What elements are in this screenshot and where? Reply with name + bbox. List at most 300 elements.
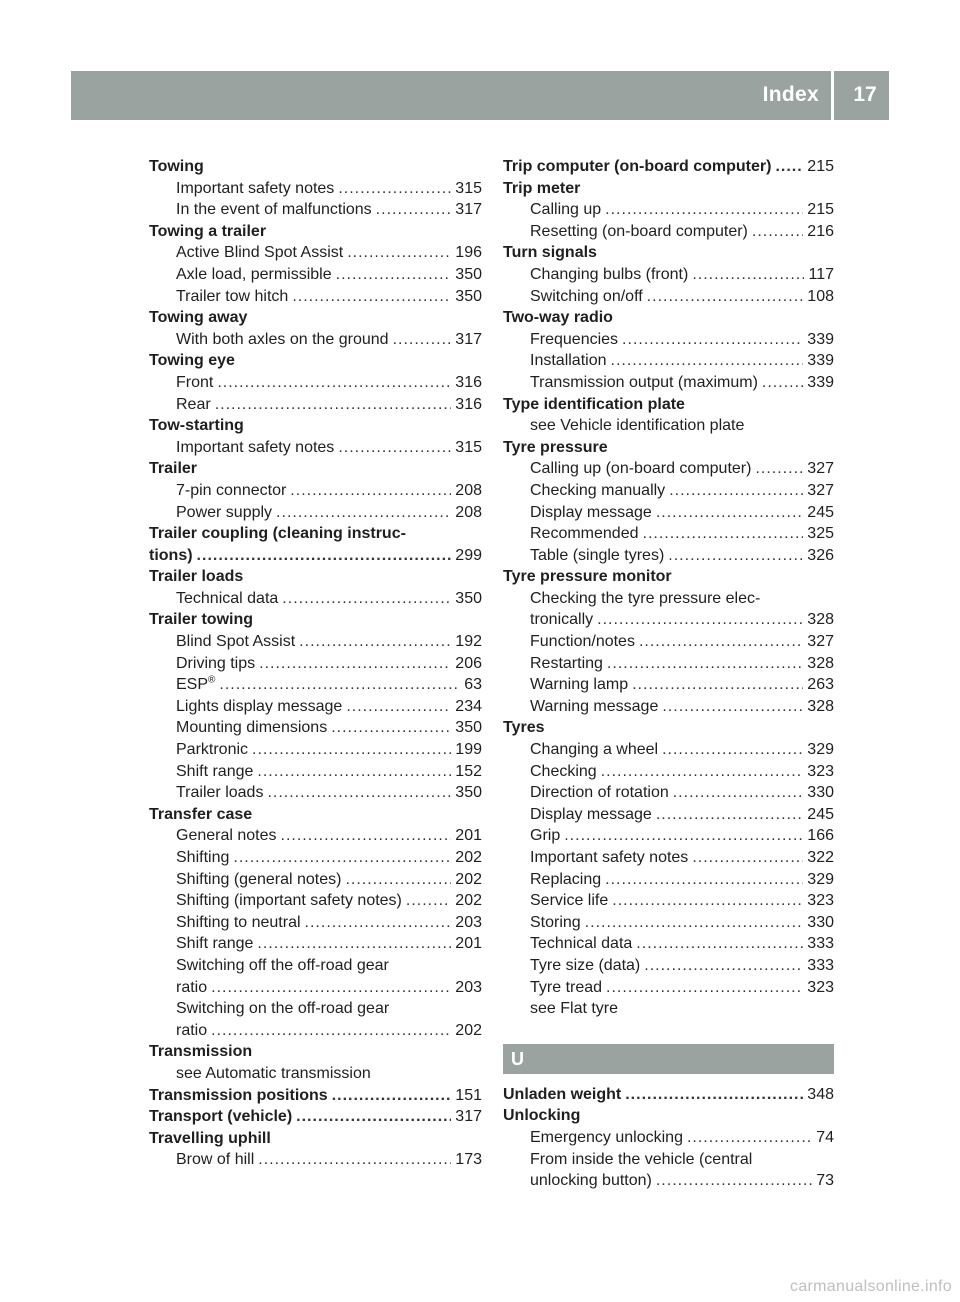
entry-label: Blind Spot Assist (176, 633, 296, 651)
dot-leader (257, 761, 451, 783)
index-subentry (503, 955, 834, 977)
page-reference[interactable]: 339 (807, 330, 834, 348)
index-subentry (149, 761, 482, 783)
dot-leader (406, 890, 451, 912)
index-entry (503, 307, 834, 329)
entry-label: Power supply (176, 503, 273, 521)
dot-leader (276, 502, 451, 524)
entry-label: Function/notes (530, 633, 635, 651)
entry-label: Mounting dimensions (176, 719, 328, 737)
dot-leader (299, 631, 451, 653)
entry-label: Trip computer (on-board computer) (503, 158, 772, 175)
entry-label: Changing bulbs (front) (530, 265, 689, 283)
entry-label: With both axles on the ground (176, 330, 389, 348)
dot-leader (752, 221, 803, 243)
entry-label: Shift range (176, 762, 254, 780)
page-reference[interactable]: 330 (807, 913, 834, 931)
page-reference[interactable]: 317 (455, 1108, 482, 1126)
index-entry (149, 1041, 482, 1063)
index-subentry (149, 502, 482, 524)
dot-leader (338, 178, 451, 200)
dot-leader (625, 1084, 803, 1106)
entry-label: Calling up (530, 201, 602, 219)
page-reference[interactable]: 350 (455, 719, 482, 737)
page-reference[interactable]: 73 (816, 1172, 834, 1190)
page-reference[interactable]: 151 (455, 1086, 482, 1104)
dot-leader (607, 653, 803, 675)
entry-label: Shifting to neutral (176, 913, 301, 931)
page-reference[interactable]: 330 (807, 784, 834, 802)
page-reference[interactable]: 323 (807, 762, 834, 780)
entry-label: Towing (149, 158, 204, 175)
index-subentry (503, 696, 834, 718)
entry-label: Tyres (503, 719, 545, 737)
entry-label: Grip (530, 827, 561, 845)
page-reference[interactable]: 202 (455, 870, 482, 888)
entry-label: Switching off the off-road gear (176, 956, 389, 974)
dot-leader (345, 869, 451, 891)
watermark: carmanualsonline.info (790, 1278, 952, 1295)
dot-leader (219, 674, 460, 696)
entry-label: Unlocking (503, 1107, 581, 1125)
page-reference[interactable]: 327 (807, 481, 834, 499)
dot-leader (656, 804, 803, 826)
index-subentry (503, 545, 834, 567)
page-reference[interactable]: 339 (807, 352, 834, 370)
page-reference[interactable]: 234 (455, 697, 482, 715)
index-subentry (149, 264, 482, 286)
entry-label: Transmission output (maximum) (530, 373, 758, 391)
index-subentry (149, 977, 482, 999)
dot-leader (656, 502, 803, 524)
dot-leader (656, 1170, 812, 1192)
index-subentry (149, 437, 482, 459)
entry-label: Replacing (530, 870, 602, 888)
page-reference[interactable]: 245 (807, 503, 834, 521)
entry-label: ratio (176, 978, 208, 996)
entry-label: Unladen weight (503, 1085, 622, 1103)
page-reference[interactable]: 350 (455, 589, 482, 607)
index-subentry (503, 761, 834, 783)
index-subentry (503, 739, 834, 761)
index-subentry (149, 869, 482, 891)
index-subentry (503, 1149, 834, 1171)
page-header (71, 71, 889, 120)
index-entry (503, 717, 834, 739)
dot-leader (376, 199, 452, 221)
index-subentry (149, 480, 482, 502)
dot-leader (215, 394, 452, 416)
entry-label: Trailer loads (176, 784, 264, 802)
dot-leader (687, 1127, 812, 1149)
dot-leader (622, 329, 803, 351)
page-reference[interactable]: 74 (816, 1128, 834, 1146)
page-number: 17 (853, 83, 877, 106)
dot-leader (305, 912, 452, 934)
dot-leader (606, 977, 803, 999)
entry-label: Axle load, permissible (176, 265, 332, 283)
index-subentry (503, 782, 834, 804)
entry-label: General notes (176, 827, 277, 845)
entry-label: Towing eye (149, 352, 235, 370)
entry-label: Shifting (general notes) (176, 870, 342, 888)
index-subentry (149, 847, 482, 869)
page-reference[interactable]: 199 (455, 741, 482, 759)
page-reference[interactable]: 317 (455, 201, 482, 219)
dot-leader (346, 696, 451, 718)
index-entry (149, 415, 482, 437)
page-reference[interactable]: 315 (455, 179, 482, 197)
index-entry (149, 1128, 482, 1150)
page-reference[interactable]: 201 (455, 827, 482, 845)
dot-leader (258, 1149, 451, 1171)
index-entry (149, 221, 482, 243)
section-title: Index (762, 83, 819, 106)
entry-label: Switching on/off (530, 287, 643, 305)
entry-label: Turn signals (503, 244, 597, 262)
dot-leader (292, 286, 451, 308)
dot-leader (197, 545, 452, 567)
dot-leader (673, 782, 804, 804)
index-subentry (149, 653, 482, 675)
dot-leader (632, 674, 803, 696)
entry-label: Tyre tread (530, 978, 603, 996)
dot-leader (612, 890, 803, 912)
index-subentry (503, 372, 834, 394)
entry-label: Direction of rotation (530, 784, 669, 802)
dot-leader (564, 825, 803, 847)
dot-leader (636, 933, 803, 955)
index-entry (503, 156, 834, 178)
page-reference[interactable]: 316 (455, 395, 482, 413)
page-reference[interactable]: 329 (807, 741, 834, 759)
index-entry (149, 804, 482, 826)
page-reference[interactable]: 201 (455, 935, 482, 953)
entry-label: 7-pin connector (176, 481, 287, 499)
entry-label: tronically (530, 611, 594, 629)
index-entry (503, 178, 834, 200)
dot-leader (217, 372, 451, 394)
page-reference[interactable]: 350 (455, 265, 482, 283)
page-reference[interactable]: 329 (807, 870, 834, 888)
index-subentry (149, 696, 482, 718)
dot-leader (281, 825, 452, 847)
index-subentry (149, 242, 482, 264)
entry-label: Important safety notes (176, 438, 335, 456)
page-reference[interactable]: 108 (807, 287, 834, 305)
entry-label: Warning lamp (530, 676, 629, 694)
index-subentry (149, 286, 482, 308)
index-subentry (503, 1127, 834, 1149)
entry-label: Restarting (530, 654, 603, 672)
page-reference[interactable]: 333 (807, 935, 834, 953)
dot-leader (282, 588, 451, 610)
index-subentry (503, 415, 834, 437)
index-entry (149, 1085, 482, 1107)
entry-label: Checking the tyre pressure elec- (530, 589, 761, 607)
index-subentry (503, 350, 834, 372)
index-entry (149, 609, 482, 631)
entry-label: Trailer tow hitch (176, 287, 289, 305)
index-entry (149, 156, 482, 178)
page-reference[interactable]: 328 (807, 654, 834, 672)
index-subentry (149, 912, 482, 934)
dot-leader (336, 264, 452, 286)
page-reference[interactable]: 327 (807, 633, 834, 651)
entry-label: Display message (530, 805, 652, 823)
entry-label: see Flat tyre (530, 1000, 619, 1018)
entry-label: Front (176, 373, 214, 391)
entry-label: Installation (530, 352, 607, 370)
dot-leader (662, 739, 803, 761)
dot-leader (605, 199, 803, 221)
dot-leader (644, 955, 803, 977)
index-entry (149, 523, 482, 545)
page-reference[interactable]: 315 (455, 438, 482, 456)
registered-mark: ® (208, 674, 216, 686)
page-reference[interactable]: 322 (807, 849, 834, 866)
dot-leader (252, 739, 451, 761)
index-subentry (149, 782, 482, 804)
entry-label: Important safety notes (176, 179, 335, 197)
entry-label: ESP® (176, 674, 216, 694)
entry-label: Trailer loads (149, 568, 244, 586)
index-subentry (149, 178, 482, 200)
dot-leader (290, 480, 451, 502)
entry-label: Trailer coupling (cleaning instruc- (149, 525, 406, 543)
index-subentry (503, 674, 834, 696)
index-subentry (503, 286, 834, 308)
entry-label: Checking (530, 762, 597, 780)
index-subentry (503, 847, 834, 869)
dot-leader (601, 761, 804, 783)
entry-label: tions) (149, 546, 193, 564)
entry-label: Display message (530, 503, 652, 521)
entry-label: Tyre size (data) (530, 956, 641, 974)
index-subentry (503, 912, 834, 934)
entry-label: Travelling uphill (149, 1129, 271, 1147)
index-subentry (503, 804, 834, 826)
entry-label: Driving tips (176, 654, 256, 672)
page-reference[interactable]: 203 (455, 978, 482, 996)
index-subentry (149, 394, 482, 416)
index-subentry (503, 199, 834, 221)
index-subentry (503, 1170, 834, 1192)
entry-label: Trip meter (503, 179, 581, 197)
dot-leader (393, 329, 452, 351)
index-subentry (149, 199, 482, 221)
page-reference[interactable]: 202 (455, 1021, 482, 1039)
index-subentry (149, 588, 482, 610)
entry-label: Transmission (149, 1043, 253, 1061)
entry-label: From inside the vehicle (central (530, 1150, 753, 1168)
page-reference[interactable]: 350 (455, 287, 482, 305)
index-subentry (149, 955, 482, 977)
page-reference[interactable]: 63 (464, 676, 482, 694)
dot-leader (338, 437, 451, 459)
entry-label: Lights display message (176, 697, 343, 715)
entry-label: Changing a wheel (530, 741, 659, 759)
entry-label: Service life (530, 892, 609, 910)
page-reference[interactable]: 326 (807, 546, 834, 564)
dot-leader (267, 782, 451, 804)
entry-label: Shifting (important safety notes) (176, 892, 402, 910)
page-reference[interactable]: 350 (455, 784, 482, 802)
entry-label: Transport (vehicle) (149, 1108, 293, 1126)
index-subentry (149, 631, 482, 653)
page-reference[interactable]: 245 (807, 805, 834, 823)
page-reference[interactable]: 208 (455, 481, 482, 499)
dot-leader (605, 869, 803, 891)
page-reference[interactable]: 323 (807, 978, 834, 996)
page-reference[interactable]: 117 (808, 265, 834, 283)
entry-label: Transfer case (149, 805, 253, 823)
index-subentry (503, 825, 834, 847)
page-reference[interactable]: 192 (455, 633, 482, 651)
page-reference[interactable]: 202 (455, 892, 482, 910)
page-reference[interactable]: 173 (455, 1151, 482, 1169)
entry-label: Table (single tyres) (530, 546, 665, 564)
dot-leader (211, 1020, 451, 1042)
page-reference[interactable]: 316 (455, 373, 482, 391)
index-subentry (503, 869, 834, 891)
letter-section-header: U (503, 1044, 834, 1074)
entry-label: Checking manually (530, 481, 666, 499)
index-subentry (503, 653, 834, 675)
index-entry (503, 566, 834, 588)
entry-label: Tow-starting (149, 417, 244, 435)
entry-label: ratio (176, 1021, 208, 1039)
entry-label: Warning message (530, 697, 659, 715)
index-subentry (149, 890, 482, 912)
index-subentry (503, 890, 834, 912)
index-subentry (149, 998, 482, 1020)
page-reference[interactable]: 215 (807, 158, 834, 175)
entry-label: Rear (176, 395, 211, 413)
dot-leader (331, 717, 451, 739)
page-reference[interactable]: 333 (807, 956, 834, 974)
entry-label: Type identification plate (503, 395, 685, 413)
entry-label: In the event of malfunctions (176, 201, 372, 219)
dot-leader (643, 523, 804, 545)
index-subentry (149, 1020, 482, 1042)
entry-label: Technical data (530, 935, 633, 953)
dot-leader (662, 696, 803, 718)
index-entry (149, 307, 482, 329)
dot-leader (233, 847, 451, 869)
index-entry (503, 437, 834, 459)
entry-label: Switching on the off-road gear (176, 1000, 390, 1018)
index-subentry (149, 329, 482, 351)
dot-leader (639, 631, 803, 653)
entry-label: Towing a trailer (149, 222, 267, 240)
index-column-right (503, 156, 834, 1192)
index-subentry (149, 825, 482, 847)
index-entry (149, 458, 482, 480)
index-subentry (149, 739, 482, 761)
index-subentry (149, 674, 482, 696)
entry-label: unlocking button) (530, 1172, 652, 1190)
index-entry (149, 566, 482, 588)
entry-label: Important safety notes (530, 849, 689, 866)
entry-label: Trailer towing (149, 611, 254, 629)
index-entry (149, 545, 482, 567)
dot-leader (611, 350, 804, 372)
entry-label: Recommended (530, 525, 639, 543)
page-reference[interactable]: 216 (807, 222, 834, 240)
page-reference[interactable]: 152 (455, 762, 482, 780)
page-reference[interactable]: 166 (807, 827, 834, 845)
page-reference[interactable]: 202 (455, 849, 482, 866)
entry-label: Shift range (176, 935, 254, 953)
page-reference[interactable]: 317 (455, 330, 482, 348)
entry-label: Towing away (149, 309, 248, 327)
index-entry (503, 242, 834, 264)
dot-leader (692, 847, 803, 869)
index-subentry (149, 717, 482, 739)
entry-label: Parktronic (176, 741, 249, 759)
dot-leader (296, 1106, 451, 1128)
index-subentry (503, 933, 834, 955)
index-subentry (503, 329, 834, 351)
page-reference[interactable]: 339 (807, 373, 834, 391)
page-reference[interactable]: 325 (807, 525, 834, 543)
entry-label: Storing (530, 913, 581, 931)
entry-label: Calling up (on-board computer) (530, 460, 752, 478)
page-reference[interactable]: 208 (455, 503, 482, 521)
header-divider (831, 71, 834, 120)
page-reference[interactable]: 323 (807, 892, 834, 910)
page-reference[interactable]: 196 (455, 244, 482, 262)
index-entry (149, 350, 482, 372)
page-reference[interactable]: 206 (455, 654, 482, 672)
index-entry (149, 1106, 482, 1128)
entry-label: Technical data (176, 589, 279, 607)
entry-label: Shifting (176, 849, 230, 866)
dot-leader (647, 286, 804, 308)
page-reference[interactable]: 215 (807, 201, 834, 219)
page-reference[interactable]: 328 (807, 611, 834, 629)
index-subentry (503, 998, 834, 1020)
dot-leader (585, 912, 804, 934)
dot-leader (755, 458, 803, 480)
page-reference[interactable]: 348 (807, 1085, 834, 1103)
index-subentry (503, 609, 834, 631)
dot-leader (259, 653, 451, 675)
entry-label: Frequencies (530, 330, 619, 348)
page-reference[interactable]: 328 (807, 697, 834, 715)
dot-leader (211, 977, 451, 999)
page-reference[interactable]: 327 (807, 460, 834, 478)
index-entry (503, 1084, 834, 1106)
dot-leader (332, 1085, 452, 1107)
page-reference[interactable]: 263 (807, 676, 834, 694)
page-reference[interactable]: 203 (455, 913, 482, 931)
dot-leader (347, 242, 451, 264)
index-subentry (149, 933, 482, 955)
entry-label: Emergency unlocking (530, 1128, 683, 1146)
index-subentry (503, 502, 834, 524)
index-subentry (503, 977, 834, 999)
dot-leader (257, 933, 451, 955)
page-reference[interactable]: 299 (455, 546, 482, 564)
index-subentry (149, 1149, 482, 1171)
index-subentry (149, 372, 482, 394)
entry-label: see Vehicle identification plate (530, 417, 745, 435)
entry-label: Two-way radio (503, 309, 613, 327)
entry-label: Tyre pressure (503, 438, 608, 456)
entry-label: Active Blind Spot Assist (176, 244, 344, 262)
